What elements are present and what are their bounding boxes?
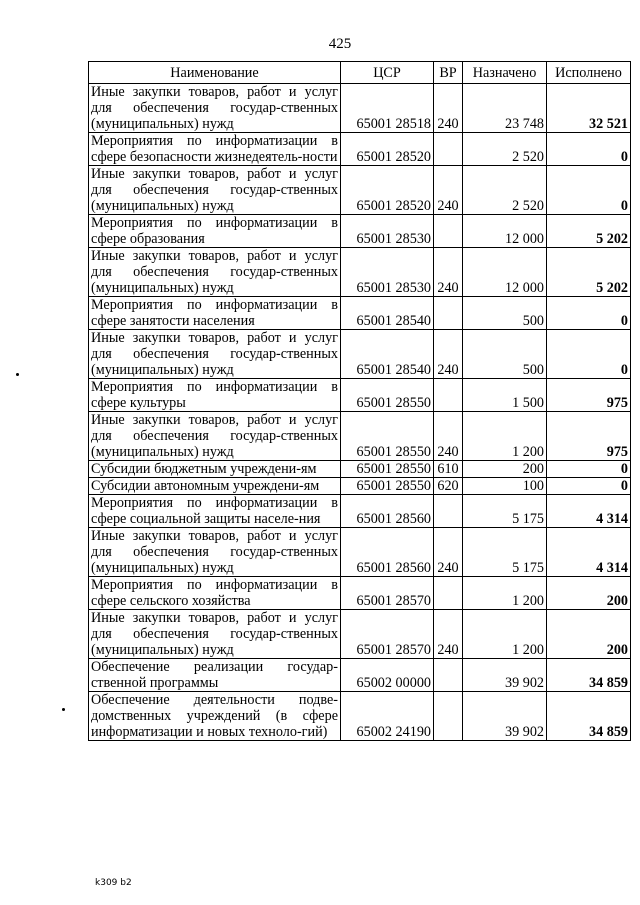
cell-name: Иные закупки товаров, работ и услуг для обеспечения государ-ственных (муниципальных) нужд: [89, 248, 341, 297]
cell-csr: 65001 28570: [341, 610, 434, 659]
cell-executed: 0: [547, 297, 631, 330]
table-row: [89, 461, 631, 478]
cell-executed: 34 859: [547, 659, 631, 692]
cell-planned: 1 200: [463, 610, 547, 659]
cell-planned: 39 902: [463, 659, 547, 692]
cell-csr: 65001 28530: [341, 215, 434, 248]
table-row: [89, 659, 631, 692]
table-row: [89, 133, 631, 166]
cell-vr: 240: [434, 166, 463, 215]
cell-vr: [434, 215, 463, 248]
cell-name: Иные закупки товаров, работ и услуг для обеспечения государ-ственных (муниципальных) нужд: [89, 610, 341, 659]
cell-executed: 4 314: [547, 495, 631, 528]
cell-vr: 240: [434, 528, 463, 577]
cell-planned: 1 200: [463, 577, 547, 610]
cell-executed: 0: [547, 133, 631, 166]
budget-table: [88, 61, 631, 741]
table-row: [89, 248, 631, 297]
cell-executed: 0: [547, 461, 631, 478]
cell-vr: [434, 577, 463, 610]
cell-planned: 200: [463, 461, 547, 478]
cell-name: Иные закупки товаров, работ и услуг для обеспечения государ-ственных (муниципальных) нужд: [89, 528, 341, 577]
cell-csr: 65002 24190: [341, 692, 434, 741]
cell-csr: 65001 28560: [341, 495, 434, 528]
cell-executed: 5 202: [547, 215, 631, 248]
cell-name: Субсидии автономным учреждени-ям: [89, 478, 341, 495]
table-row: [89, 84, 631, 133]
cell-name: Иные закупки товаров, работ и услуг для обеспечения государ-ственных (муниципальных) нужд: [89, 412, 341, 461]
cell-name: Мероприятия по информатизации в сфере культуры: [89, 379, 341, 412]
cell-planned: 2 520: [463, 166, 547, 215]
cell-executed: 975: [547, 412, 631, 461]
cell-executed: 34 859: [547, 692, 631, 741]
cell-vr: 240: [434, 330, 463, 379]
cell-csr: 65001 28540: [341, 330, 434, 379]
page-number: 425: [328, 36, 352, 52]
cell-csr: 65001 28550: [341, 379, 434, 412]
cell-vr: 240: [434, 610, 463, 659]
cell-executed: 32 521: [547, 84, 631, 133]
table-row: [89, 412, 631, 461]
margin-mark: [62, 708, 65, 711]
cell-planned: 39 902: [463, 692, 547, 741]
table-row: [89, 577, 631, 610]
cell-name: Мероприятия по информатизации в сфере занятости населения: [89, 297, 341, 330]
cell-executed: 200: [547, 610, 631, 659]
cell-vr: [434, 659, 463, 692]
cell-executed: 5 202: [547, 248, 631, 297]
cell-name: Мероприятия по информатизации в сфере сельского хозяйства: [89, 577, 341, 610]
cell-vr: 610: [434, 461, 463, 478]
cell-planned: 5 175: [463, 495, 547, 528]
table-row: [89, 692, 631, 741]
cell-name: Обеспечение реализации государ-ственной программы: [89, 659, 341, 692]
cell-csr: 65001 28560: [341, 528, 434, 577]
cell-csr: 65001 28540: [341, 297, 434, 330]
table-row: [89, 330, 631, 379]
cell-vr: [434, 133, 463, 166]
table-row: [89, 478, 631, 495]
cell-vr: [434, 379, 463, 412]
cell-executed: 0: [547, 478, 631, 495]
cell-csr: 65001 28550: [341, 478, 434, 495]
cell-name: Иные закупки товаров, работ и услуг для обеспечения государ-ственных (муниципальных) нужд: [89, 166, 341, 215]
cell-name: Мероприятия по информатизации в сфере безопасности жизнедеятель-ности: [89, 133, 341, 166]
cell-csr: 65002 00000: [341, 659, 434, 692]
cell-csr: 65001 28530: [341, 248, 434, 297]
table-row: [89, 166, 631, 215]
cell-planned: 1 200: [463, 412, 547, 461]
cell-executed: 0: [547, 330, 631, 379]
cell-name: Мероприятия по информатизации в сфере социальной защиты населе-ния: [89, 495, 341, 528]
cell-csr: 65001 28550: [341, 461, 434, 478]
cell-name: Обеспечение деятельности подве-домственных учреждений (в сфере информатизации и новых техноло-гий): [89, 692, 341, 741]
cell-name: Субсидии бюджетным учреждени-ям: [89, 461, 341, 478]
table-row: [89, 495, 631, 528]
cell-executed: 200: [547, 577, 631, 610]
header-planned: Назначено: [463, 62, 547, 84]
cell-vr: [434, 692, 463, 741]
cell-vr: [434, 297, 463, 330]
cell-planned: 12 000: [463, 248, 547, 297]
cell-csr: 65001 28520: [341, 133, 434, 166]
table-row: [89, 297, 631, 330]
table-header-row: [89, 62, 631, 84]
cell-vr: 620: [434, 478, 463, 495]
header-csr: ЦСР: [341, 62, 434, 84]
cell-executed: 0: [547, 166, 631, 215]
cell-executed: 4 314: [547, 528, 631, 577]
cell-planned: 12 000: [463, 215, 547, 248]
cell-planned: 1 500: [463, 379, 547, 412]
header-vr: ВР: [434, 62, 463, 84]
margin-mark: [16, 373, 19, 376]
cell-planned: 23 748: [463, 84, 547, 133]
cell-planned: 2 520: [463, 133, 547, 166]
cell-vr: [434, 495, 463, 528]
cell-vr: 240: [434, 248, 463, 297]
cell-csr: 65001 28570: [341, 577, 434, 610]
table-row: [89, 379, 631, 412]
cell-planned: 500: [463, 297, 547, 330]
cell-planned: 100: [463, 478, 547, 495]
cell-name: Иные закупки товаров, работ и услуг для обеспечения государ-ственных (муниципальных) нужд: [89, 84, 341, 133]
cell-planned: 5 175: [463, 528, 547, 577]
cell-vr: 240: [434, 412, 463, 461]
cell-csr: 65001 28518: [341, 84, 434, 133]
footer-code: k309 b2: [95, 878, 132, 888]
header-executed: Исполнено: [547, 62, 631, 84]
cell-csr: 65001 28550: [341, 412, 434, 461]
table-row: [89, 528, 631, 577]
table-row: [89, 215, 631, 248]
cell-executed: 975: [547, 379, 631, 412]
cell-name: Иные закупки товаров, работ и услуг для обеспечения государ-ственных (муниципальных) нужд: [89, 330, 341, 379]
cell-csr: 65001 28520: [341, 166, 434, 215]
cell-name: Мероприятия по информатизации в сфере образования: [89, 215, 341, 248]
table-row: [89, 610, 631, 659]
cell-planned: 500: [463, 330, 547, 379]
cell-vr: 240: [434, 84, 463, 133]
header-name: Наименование: [89, 62, 341, 84]
